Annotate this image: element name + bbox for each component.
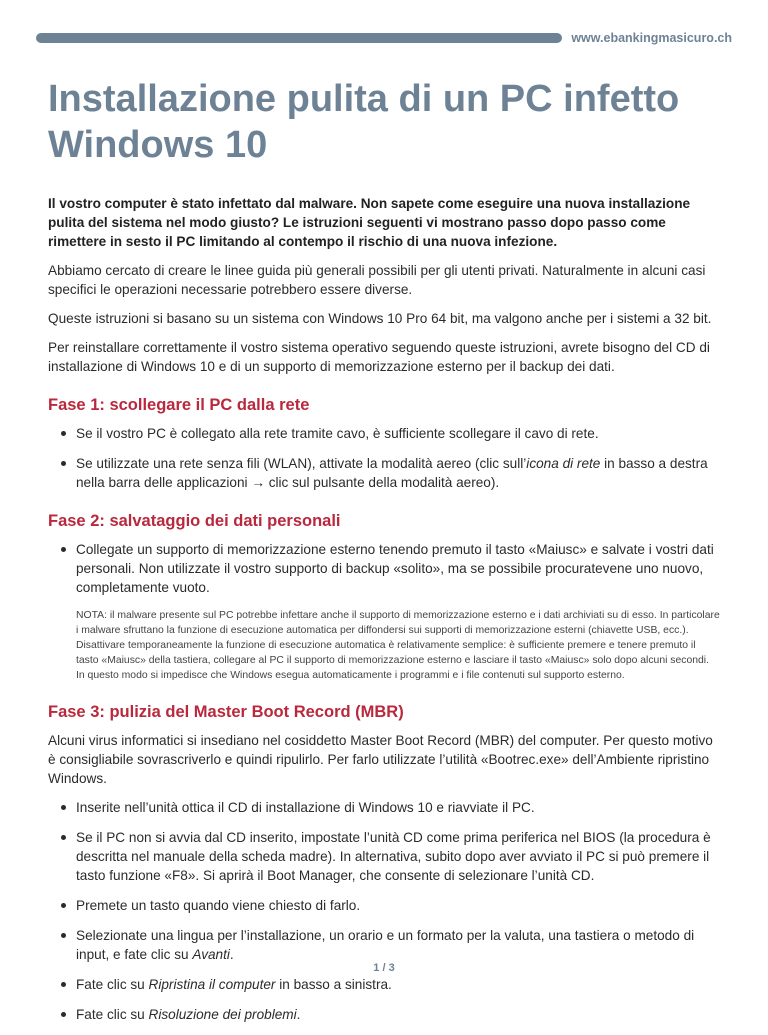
phase3-item-2: Se il PC non si avvia dal CD inserito, impostate l’unità CD come prima periferica nel BIOS (la procedura è descritta nel manuale della scheda madre). In alternativa, subito dopo aver avviato il PC si può premere il tasto funzione «F8». Si aprirà il Boot Manager, che consente di selezionare l’unità CD. [48, 828, 720, 885]
phase3-item-5-text-a: Fate clic su [76, 977, 149, 992]
page-title [48, 76, 720, 168]
intro-paragraph-2: Queste istruzioni si basano su un sistema con Windows 10 Pro 64 bit, ma valgono anche per i sistemi a 32 bit. [48, 311, 712, 326]
page-number: 1 / 3 [373, 962, 395, 974]
phase3-item-6-text-b: . [296, 1007, 301, 1022]
phase1-list [48, 424, 720, 492]
phase1-item-1: Se il vostro PC è collegato alla rete tramite cavo, è sufficiente scollegare il cavo di rete. [48, 424, 720, 443]
phase3-item-1: Inserite nell’unità ottica il CD di installazione di Windows 10 e riavviate il PC. [48, 798, 720, 817]
troubleshoot-label: Risoluzione dei problemi [148, 1007, 297, 1022]
phase1-heading: Fase 1: scollegare il PC dalla rete [48, 396, 310, 414]
page-title-line1: Installazione pulita di un PC infetto [48, 78, 680, 120]
phase3-intro: Alcuni virus informatici si insediano nel cosiddetto Master Boot Record (MBR) del computer. Per questo motivo è consigliabile sovrascriverlo e quindi ripulirlo. Per farlo utilizzate l’utilità «Bootrec.exe» dell’Ambiente ripristino Windows. [48, 733, 713, 786]
phase2-item-1: Collegate un supporto di memorizzazione esterno tenendo premuto il tasto «Maiusc» e salvate i vostri dati personali. Non utilizzate il vostro supporto di backup «solito», ma se possibile procuratevene uno nuovo, completamente vuoto. [48, 540, 720, 597]
phase2-list [48, 540, 720, 597]
phase3-item-4-text-a: Selezionate una lingua per l’installazione, un orario e un formato per la valuta, una tastiera o metodo di input, e fate clic su [76, 928, 695, 962]
phase3-item-6-text-a: Fate clic su [76, 1007, 149, 1022]
phase2-heading: Fase 2: salvataggio dei dati personali [48, 512, 341, 530]
header-decor-bar [36, 33, 562, 43]
phase3-heading: Fase 3: pulizia del Master Boot Record (MBR) [48, 703, 404, 721]
phase2-note: NOTA: il malware presente sul PC potrebbe infettare anche il supporto di memorizzazione esterno e i dati archiviati su di esso. In particolare i malware sfruttano la funzione di esecuzione automatica per diffondersi sui supporti di memorizzazione esterni (chiavette USB, ecc.). Disattivare temporaneamente la funzione di esecuzione automatica è relativamente semplice: è sufficiente premere e tenere premuto il tasto «Maiusc» della tastiera, collegare al PC il supporto di memorizzazione esterno e lasciare il tasto «Maiusc» solo dopo alcuni secondi. In questo modo si impedisce che Windows esegua automaticamente i programmi e i file contenuti sul supporto esterno. [76, 610, 720, 681]
phase3-item-4-text-b: . [229, 947, 234, 962]
intro-paragraph-3: Per reinstallare correttamente il vostro sistema operativo seguendo queste istruzioni, avrete bisogno del CD di installazione di Windows 10 e di un supporto di memorizzazione esterno per il backup dei dati. [48, 340, 710, 374]
page-title-line2: Windows 10 [48, 124, 268, 166]
phase3-item-6 [48, 1005, 720, 1024]
phase3-item-5-text-b: in basso a sinistra. [275, 977, 392, 992]
phase3-list [48, 798, 720, 1024]
website-label: www.ebankingmasicuro.ch [571, 31, 732, 45]
phase3-item-5 [48, 975, 720, 994]
phase1-item-2-text-b: in basso a destra nella barra delle applicazioni → clic sul pulsante della modalità aereo). [76, 456, 708, 490]
intro-paragraph-1: Abbiamo cercato di creare le linee guida più generali possibili per gli utenti privati. Naturalmente in alcuni casi specifici le operazioni necessarie potrebbero essere diverse. [48, 263, 706, 297]
repair-computer-label: Ripristina il computer [148, 977, 276, 992]
phase3-item-4 [48, 926, 720, 964]
network-icon-label: icona di rete [526, 456, 601, 471]
phase1-item-2 [48, 454, 720, 492]
phase3-item-3: Premete un tasto quando viene chiesto di farlo. [48, 896, 720, 915]
phase1-item-2-text-a: Se utilizzate una rete senza fili (WLAN), attivate la modalità aereo (clic sull’ [76, 456, 527, 471]
document-body [48, 76, 720, 1035]
header-bar [36, 30, 562, 46]
intro-lead: Il vostro computer è stato infettato dal malware. Non sapete come eseguire una nuova installazione pulita del sistema nel modo giusto? Le istruzioni seguenti vi mostrano passo dopo passo come rimettere in sesto il PC limitando al contempo il rischio di una nuova infezione. [48, 196, 691, 249]
next-button-label: Avanti [192, 947, 230, 962]
